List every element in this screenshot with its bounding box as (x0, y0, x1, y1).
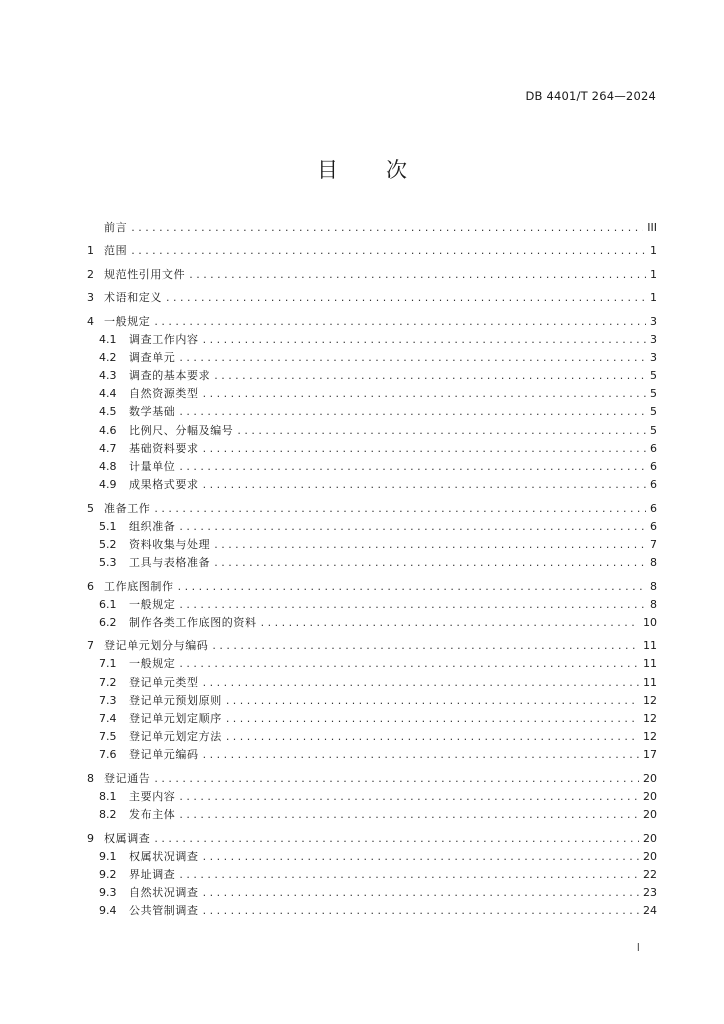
toc-entry-label: 权属状况调查 (129, 849, 199, 863)
toc-leader-dots (203, 440, 646, 458)
toc-leader-dots (203, 884, 639, 902)
toc-leader-dots (154, 830, 639, 848)
toc-section-entry[interactable] (87, 349, 657, 367)
toc-entry-number: 7.2 (99, 675, 117, 689)
toc-entry-page: 3 (650, 332, 657, 346)
toc-entry-label: 登记单元编码 (129, 748, 199, 762)
toc-entry-label: 数学基础 (129, 405, 176, 419)
toc-entry-label: 登记单元划分与编码 (104, 639, 209, 653)
toc-entry-number: 7 (87, 639, 94, 653)
toc-entry-page: 8 (650, 556, 657, 570)
toc-leader-dots (154, 313, 646, 331)
table-of-contents (87, 219, 657, 920)
toc-chapter-entry[interactable] (87, 242, 657, 260)
toc-leader-dots (203, 848, 639, 866)
toc-entry-page: 24 (643, 904, 657, 918)
toc-section-entry[interactable] (87, 385, 657, 403)
toc-entry-page: 11 (643, 675, 657, 689)
toc-entry-label: 自然状况调查 (129, 886, 199, 900)
toc-section-entry[interactable] (87, 367, 657, 385)
toc-chapter-entry[interactable] (87, 289, 657, 307)
toc-entry-page: 6 (650, 478, 657, 492)
toc-entry-page: 8 (650, 579, 657, 593)
toc-entry-number: 1 (87, 244, 94, 258)
toc-entry-page: 20 (643, 831, 657, 845)
toc-chapter-entry[interactable] (87, 313, 657, 331)
toc-entry-number: 6.1 (99, 597, 117, 611)
toc-entry-page: 12 (643, 730, 657, 744)
toc-leader-dots (154, 770, 639, 788)
toc-section-entry[interactable] (87, 614, 657, 632)
toc-section-entry[interactable] (87, 746, 657, 764)
toc-entry-page: 12 (643, 693, 657, 707)
toc-leader-dots (179, 596, 646, 614)
toc-leader-dots (203, 385, 646, 403)
toc-entry-page: 1 (650, 267, 657, 281)
toc-entry-label: 资料收集与处理 (129, 537, 211, 551)
toc-leader-dots (203, 331, 646, 349)
toc-section-entry[interactable] (87, 884, 657, 902)
toc-entry-page: 1 (650, 244, 657, 258)
toc-entry-label: 界址调查 (129, 867, 176, 881)
toc-entry-label: 组织准备 (129, 519, 176, 533)
toc-entry-number: 7.4 (99, 712, 117, 725)
toc-chapter-entry[interactable] (87, 770, 657, 788)
toc-entry-number: 2 (87, 267, 94, 281)
toc-entry-label: 调查的基本要求 (129, 369, 211, 383)
toc-entry-number: 8.2 (99, 808, 117, 822)
toc-chapter-entry[interactable] (87, 266, 657, 284)
toc-leader-dots (179, 403, 646, 421)
toc-entry-number: 6.2 (99, 615, 117, 629)
toc-entry-label: 工作底图制作 (104, 579, 174, 593)
toc-leader-dots (179, 866, 639, 884)
toc-section-entry[interactable] (87, 692, 657, 710)
toc-entry-label: 调查工作内容 (129, 332, 199, 346)
toc-section-entry[interactable] (87, 674, 657, 692)
toc-entry-page: 23 (643, 886, 657, 900)
toc-entry-label: 登记单元划定方法 (129, 730, 222, 744)
toc-section-entry[interactable] (87, 440, 657, 458)
toc-chapter-entry[interactable] (87, 830, 657, 848)
toc-entry-number: 7.6 (99, 748, 117, 762)
page-number: I (636, 941, 640, 954)
toc-section-entry[interactable] (87, 710, 657, 728)
toc-leader-dots (154, 500, 646, 518)
toc-entry-page: 6 (650, 460, 657, 473)
toc-entry-page: 7 (650, 537, 657, 551)
toc-entry-label: 自然资源类型 (129, 387, 199, 401)
toc-entry-number: 5.3 (99, 556, 117, 570)
toc-leader-dots (166, 289, 646, 307)
toc-section-entry[interactable] (87, 536, 657, 554)
toc-entry-label: 规范性引用文件 (104, 267, 186, 281)
toc-entry-number: 7.3 (99, 693, 117, 707)
standard-code: DB 4401/T 264—2024 (525, 89, 656, 103)
toc-entry-number: 4.7 (99, 441, 117, 455)
toc-entry-label: 登记通告 (104, 771, 151, 785)
toc-entry-number: 4.9 (99, 478, 117, 492)
toc-entry-number: 8.1 (99, 789, 117, 803)
toc-entry-label: 主要内容 (129, 789, 176, 803)
toc-entry-page: 12 (643, 712, 657, 725)
toc-entry-label: 准备工作 (104, 501, 151, 515)
toc-entry-page: 5 (650, 387, 657, 401)
toc-entry-page: 3 (650, 350, 657, 364)
toc-leader-dots (131, 219, 643, 237)
toc-entry-page: III (647, 221, 657, 234)
toc-entry-page: 6 (650, 441, 657, 455)
toc-section-entry[interactable] (87, 728, 657, 746)
toc-entry-number: 9.1 (99, 849, 117, 863)
toc-entry-number: 4.6 (99, 423, 117, 437)
toc-entry-label: 一般规定 (104, 314, 151, 328)
toc-entry-page: 5 (650, 369, 657, 383)
toc-entry-label: 工具与表格准备 (129, 556, 211, 570)
toc-entry-label: 权属调查 (104, 831, 151, 845)
toc-entry-number: 4.1 (99, 332, 117, 346)
toc-leader-dots (212, 637, 639, 655)
toc-section-entry[interactable] (87, 902, 657, 920)
toc-leader-dots (179, 655, 639, 673)
toc-section-entry[interactable] (87, 403, 657, 421)
title-char-2: 次 (386, 158, 407, 182)
toc-entry-page: 20 (643, 808, 657, 822)
toc-section-entry[interactable] (87, 596, 657, 614)
toc-leader-dots (203, 902, 639, 920)
toc-entry-number: 4.3 (99, 369, 117, 383)
toc-leader-dots (203, 674, 639, 692)
toc-entry-number: 5 (87, 501, 94, 515)
toc-entry-number: 7.1 (99, 657, 117, 671)
toc-section-entry[interactable] (87, 518, 657, 536)
toc-chapter-entry[interactable] (87, 578, 657, 596)
toc-entry-label: 调查单元 (129, 350, 176, 364)
toc-section-entry[interactable] (87, 476, 657, 494)
toc-entry-page: 22 (643, 867, 657, 881)
toc-entry-number: 9.3 (99, 886, 117, 900)
toc-entry-page: 5 (650, 405, 657, 419)
toc-leader-dots (237, 422, 646, 440)
toc-entry-number: 9 (87, 831, 94, 845)
toc-leader-dots (179, 349, 646, 367)
toc-entry-label: 术语和定义 (104, 291, 162, 305)
toc-entry-label: 登记单元划定顺序 (129, 712, 222, 725)
toc-entry-page: 5 (650, 423, 657, 437)
toc-leader-dots (214, 367, 646, 385)
toc-leader-dots (179, 458, 646, 476)
toc-entry-label: 制作各类工作底图的资料 (129, 615, 257, 629)
toc-section-entry[interactable] (87, 554, 657, 572)
toc-leader-dots (179, 806, 639, 824)
toc-entry-number: 3 (87, 291, 94, 305)
toc-leader-dots (214, 536, 646, 554)
toc-section-entry[interactable] (87, 422, 657, 440)
toc-entry-page: 6 (650, 501, 657, 515)
toc-entry-number: 6 (87, 579, 94, 593)
toc-entry-page: 10 (643, 615, 657, 629)
toc-leader-dots (226, 692, 639, 710)
page-title (0, 154, 724, 184)
toc-entry-number: 8 (87, 771, 94, 785)
toc-leader-dots (203, 746, 639, 764)
toc-entry-page: 11 (643, 639, 657, 653)
toc-leader-dots (179, 788, 639, 806)
toc-section-entry[interactable] (87, 331, 657, 349)
toc-entry-number: 7.5 (99, 730, 117, 744)
toc-entry-number: 9.4 (99, 904, 117, 918)
toc-entry-page: 20 (643, 849, 657, 863)
toc-leader-dots (226, 710, 639, 728)
toc-entry-number: 4 (87, 314, 94, 328)
toc-section-entry[interactable] (87, 848, 657, 866)
toc-entry-label: 比例尺、分幅及编号 (129, 423, 234, 437)
toc-section-entry[interactable] (87, 866, 657, 884)
toc-entry-page: 3 (650, 314, 657, 328)
toc-entry-label: 登记单元预划原则 (129, 693, 222, 707)
toc-entry-page: 1 (650, 291, 657, 305)
toc-entry-label: 发布主体 (129, 808, 176, 822)
toc-chapter-entry[interactable] (87, 500, 657, 518)
toc-entry-label: 公共管制调查 (129, 904, 199, 918)
toc-leader-dots (178, 578, 646, 596)
toc-section-entry[interactable] (87, 788, 657, 806)
toc-leader-dots (203, 476, 646, 494)
toc-entry-page: 8 (650, 597, 657, 611)
toc-entry-page: 11 (643, 657, 657, 671)
toc-chapter-entry[interactable] (87, 637, 657, 655)
toc-section-entry[interactable] (87, 458, 657, 476)
toc-section-entry[interactable] (87, 806, 657, 824)
toc-entry-number: 5.2 (99, 537, 117, 551)
title-char-1: 目 (317, 158, 338, 182)
toc-section-entry[interactable] (87, 655, 657, 673)
toc-entry-page: 20 (643, 789, 657, 803)
toc-entry-label: 一般规定 (129, 597, 176, 611)
toc-entry-label: 前言 (104, 221, 128, 234)
toc-entry-label: 成果格式要求 (129, 478, 199, 492)
toc-entry-label: 一般规定 (129, 657, 176, 671)
toc-entry-page: 6 (650, 519, 657, 533)
toc-leader-dots (131, 242, 646, 260)
toc-entry-page: 17 (643, 748, 657, 762)
toc-chapter-entry[interactable] (87, 219, 657, 237)
toc-leader-dots (261, 614, 639, 632)
toc-entry-number: 4.4 (99, 387, 117, 401)
toc-entry-label: 登记单元类型 (129, 675, 199, 689)
toc-entry-number: 5.1 (99, 519, 117, 533)
toc-leader-dots (179, 518, 646, 536)
toc-entry-number: 4.8 (99, 460, 117, 473)
toc-entry-page: 20 (643, 771, 657, 785)
toc-entry-label: 范围 (104, 244, 128, 258)
toc-entry-label: 基础资料要求 (129, 441, 199, 455)
toc-leader-dots (226, 728, 639, 746)
toc-entry-number: 9.2 (99, 867, 117, 881)
toc-leader-dots (214, 554, 646, 572)
toc-entry-number: 4.2 (99, 350, 117, 364)
toc-entry-label: 计量单位 (129, 460, 176, 473)
toc-leader-dots (189, 266, 646, 284)
toc-entry-number: 4.5 (99, 405, 117, 419)
